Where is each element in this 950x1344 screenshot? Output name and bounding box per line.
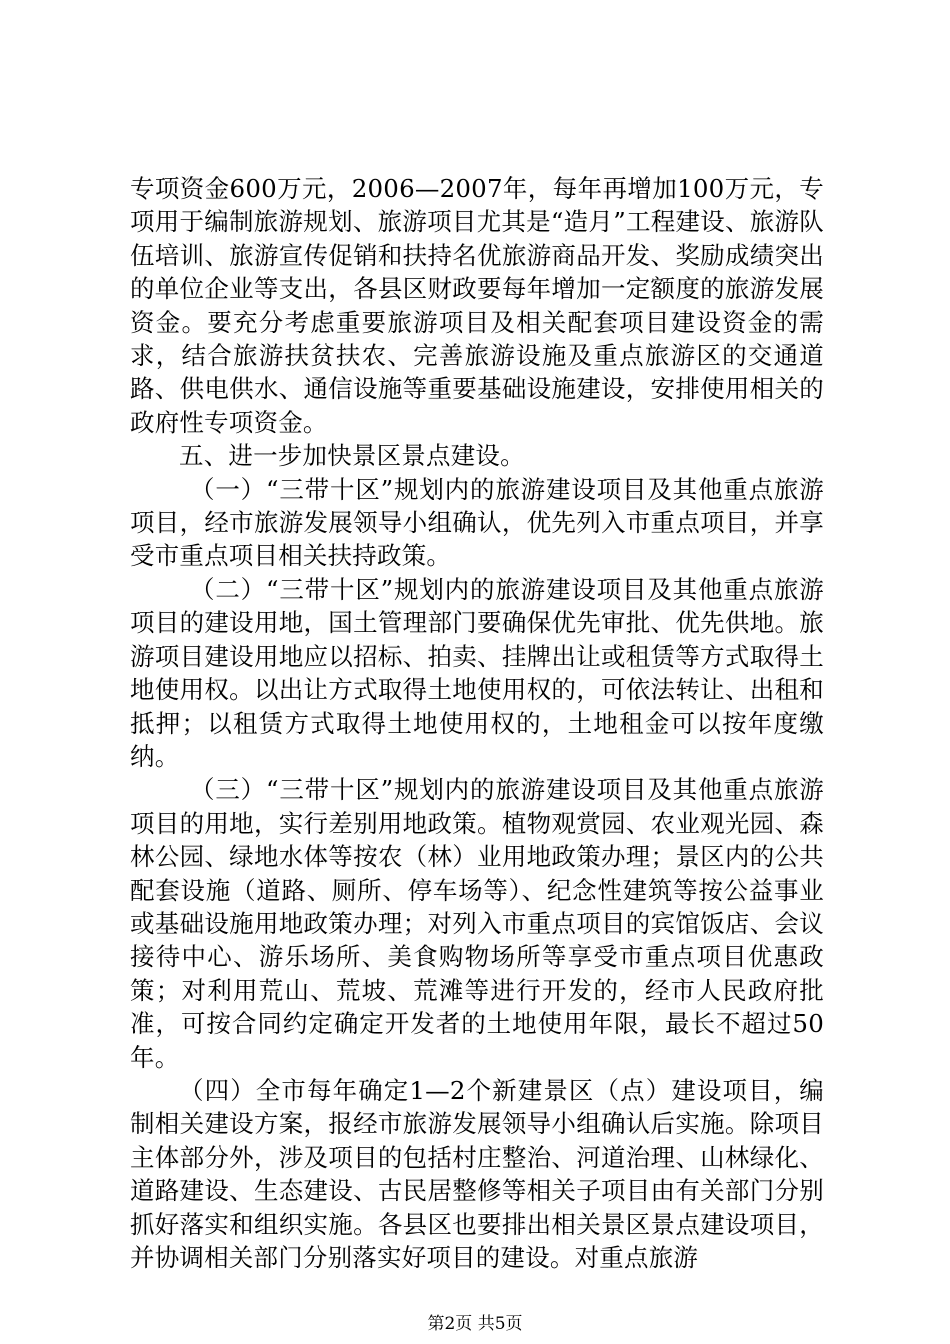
paragraph-item-one: （一）“三带十区”规划内的旅游建设项目及其他重点旅游项目，经市旅游发展领导小组确认，优先列入市重点项目，并享受市重点项目相关扶持政策。 bbox=[130, 474, 824, 571]
section-heading-five: 五、进一步加快景区景点建设。 bbox=[179, 441, 525, 471]
paragraph-special-fund: 专项资金600万元，2006—2007年，每年再增加100万元，专项用于编制旅游规划、旅游项目尤其是“造月”工程建设、旅游队伍培训、旅游宣传促销和扶持名优旅游商品开发、奖励成绩突出的单位企业等支出，各县区财政要每年增加一定额度的旅游发展资金。要充分考虑重要旅游项目及相关配套项目建设资金的需求，结合旅游扶贫扶农、完善旅游设施及重点旅游区的交通道路、供电供水、通信设施等重要基础设施建设，安排使用相关的政府性专项资金。 bbox=[130, 174, 824, 437]
document-body bbox=[130, 172, 824, 1274]
page-number: 第2页 共5页 bbox=[427, 1314, 523, 1334]
paragraph-item-two: （二）“三带十区”规划内的旅游建设项目及其他重点旅游项目的建设用地，国土管理部门要确保优先审批、优先供地。旅游项目建设用地应以招标、拍卖、挂牌出让或租赁等方式取得土地使用权。以出让方式取得土地使用权的，可依法转让、出租和抵押；以租赁方式取得土地使用权的，土地租金可以按年度缴纳。 bbox=[130, 574, 824, 771]
paragraph-item-three: （三）“三带十区”规划内的旅游建设项目及其他重点旅游项目的用地，实行差别用地政策。植物观赏园、农业观光园、森林公园、绿地水体等按农（林）业用地政策办理；景区内的公共配套设施（道路、厕所、停车场等）、纪念性建筑等按公益事业或基础设施用地政策办理；对列入市重点项目的宾馆饭店、会议接待中心、游乐场所、美食购物场所等享受市重点项目优惠政策；对利用荒山、荒坡、荒滩等进行开发的，经市人民政府批准，可按合同约定确定开发者的土地使用年限，最长不超过50年。 bbox=[130, 775, 824, 1072]
paragraph-item-four: （四）全市每年确定1—2个新建景区（点）建设项目，编制相关建设方案，报经市旅游发展领导小组确认后实施。除项目主体部分外，涉及项目的包括村庄整治、河道治理、山林绿化、道路建设、生态建设、古民居整修等相关子项目由有关部门分别抓好落实和组织实施。各县区也要排出相关景区景点建设项目，并协调相关部门分别落实好项目的建设。对重点旅游 bbox=[130, 1075, 824, 1272]
